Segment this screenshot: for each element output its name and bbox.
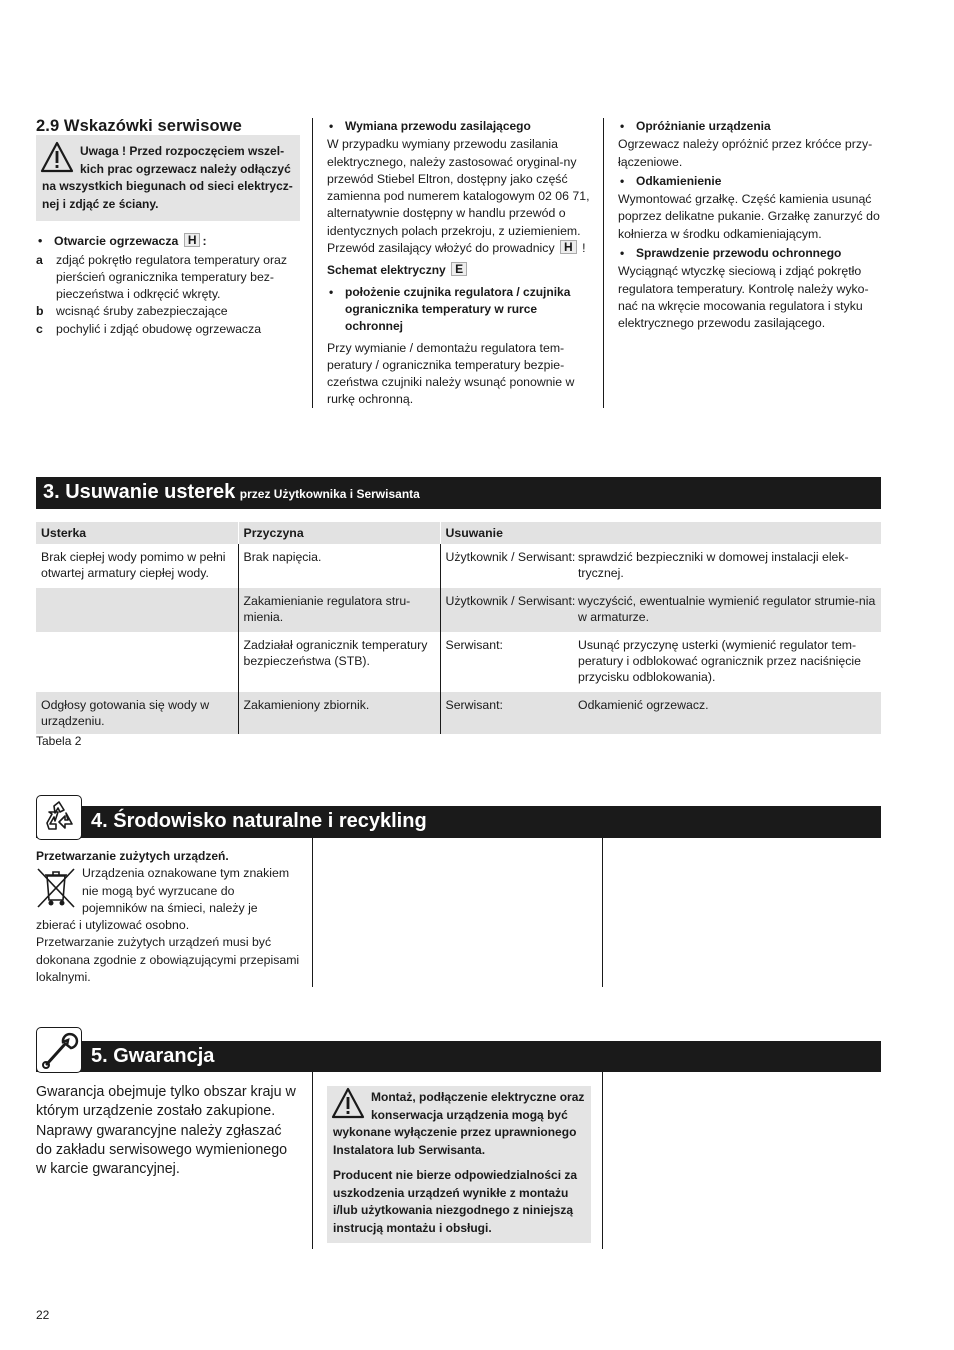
installation-warning-text-2: Producent nie bierze odpowiedzialności za uszkodzenia urządzeń wynikłe z montażu i/lub użytkowania niezgodnego z niniejszą instrucją montażu i obsługi. bbox=[333, 1168, 578, 1235]
section-3-title-bar bbox=[36, 477, 881, 509]
section-3-subtitle: przez Użytkownika i Serwisanta bbox=[239, 487, 420, 501]
header-usuwanie: Usuwanie bbox=[440, 522, 881, 544]
cable-text-end: ! bbox=[582, 241, 586, 256]
section-2-9-col2 bbox=[327, 118, 592, 409]
recycling-subtitle: Przetwarzanie zużytych urządzeń. bbox=[36, 849, 229, 863]
step-c bbox=[36, 321, 300, 338]
open-heater-title bbox=[36, 233, 300, 250]
cell-przyczyna: Brak napięcia. bbox=[238, 544, 440, 588]
step-key: b bbox=[36, 304, 44, 319]
descale-title: • Odkamienienie bbox=[618, 173, 880, 190]
column-divider bbox=[312, 1072, 313, 1249]
section-3-title-text: 3. Usuwanie usterek bbox=[43, 481, 236, 503]
step-text: pochylić i zdjąć obudowę ogrzewacza bbox=[56, 321, 262, 336]
cell-co: sprawdzić bezpieczniki w domowej instalacji elek-trycznej. bbox=[578, 550, 849, 580]
installation-warning-text-1: Montaż, podłączenie elektryczne oraz konserwacja urządzenia mogą być wykonane wyłączenie przez uprawnionego Instalatora lub Serwisanta. bbox=[333, 1090, 585, 1157]
cell-usterka bbox=[36, 588, 238, 632]
column-divider bbox=[602, 838, 603, 987]
recycling-text-2: zbierać i utylizować osobno. bbox=[36, 918, 190, 933]
section-5-title-bar bbox=[36, 1041, 881, 1072]
installation-warning-box bbox=[327, 1086, 591, 1243]
section-2-9-heading: 2.9 Wskazówki serwisowe bbox=[36, 117, 242, 135]
cable-text bbox=[327, 136, 592, 257]
schema-title bbox=[327, 262, 592, 279]
cell-kto: Serwisant: bbox=[440, 692, 576, 734]
cell-przyczyna: Zakamienianie regulatora stru-mienia. bbox=[238, 588, 440, 632]
recycling-icon bbox=[36, 795, 82, 840]
table-header-row bbox=[36, 522, 881, 544]
cell-co: Usunąć przyczynę usterki (wymienić regulator tem-peratury i odblokować ogranicznik przez naciśnięcie przycisku odblokowania). bbox=[578, 638, 861, 684]
cell-przyczyna: Zakamieniony zbiornik. bbox=[238, 692, 440, 734]
cell-co: wyczyścić, ewentualnie wymienić regulator strumie-nia w armaturze. bbox=[576, 588, 881, 632]
key-h-badge: H bbox=[560, 240, 577, 254]
table-caption: Tabela 2 bbox=[36, 734, 82, 748]
warning-text: Uwaga ! Przed rozpoczęciem wszel-kich prac ogrzewacz należy odłączyć na wszystkich biegunach od sieci elektrycz-nej i zdjąć ze ściany. bbox=[42, 144, 293, 211]
table-row bbox=[36, 544, 881, 588]
step-b bbox=[36, 303, 300, 320]
cell-przyczyna: Zadziałał ogranicznik temperatury bezpieczeństwa (STB). bbox=[238, 632, 440, 692]
step-a bbox=[36, 252, 300, 304]
recycling-text-3: Przetwarzanie zużytych urządzeń musi być dokonana zgodnie z obowiązującymi przepisami lokalnymi. bbox=[36, 935, 300, 985]
key-h-badge: H bbox=[184, 233, 201, 247]
cell-co: Odkamienić ogrzewacz. bbox=[576, 692, 881, 734]
table-row bbox=[36, 692, 881, 734]
key-e-badge: E bbox=[451, 262, 467, 276]
cell-kto: Użytkownik / Serwisant: bbox=[440, 588, 576, 632]
cell-kto: Serwisant: bbox=[445, 638, 503, 652]
step-text: zdjąć pokrętło regulatora temperatury oraz pierścień ogranicznika temperatury bez-pieczeństwa i odkręcić wkręty. bbox=[56, 252, 288, 302]
colon: : bbox=[202, 234, 207, 249]
cable-text-body: W przypadku wymiany przewodu zasilania elektrycznego, należy zastosować oryginal-ny przewód Stiebel Eltron, dostępny jako część zamienna pod numerem katalogowym 02 06 71, alternatywnie dostępny w handlu przewód o identycznych polach przekroju, z uziemieniem. Przewód zasilający włożyć do prowadnicy bbox=[327, 137, 590, 256]
empty-text: Ogrzewacz należy opróżnić przez króćce przy-łączeniowe. bbox=[618, 137, 873, 169]
warning-box bbox=[36, 135, 300, 221]
section-5-title: 5. Gwarancja bbox=[91, 1045, 215, 1067]
column-divider bbox=[312, 118, 313, 408]
section-4-col1 bbox=[36, 848, 301, 986]
cell-usterka: Odgłosy gotowania się wody w urządzeniu. bbox=[36, 692, 238, 734]
header-usterka: Usterka bbox=[36, 522, 238, 544]
table-row bbox=[36, 588, 881, 632]
cell-usterka: Brak ciepłej wody pomimo w pełni otwartej armatury ciepłej wody. bbox=[36, 544, 238, 588]
wrench-icon bbox=[36, 1027, 82, 1073]
troubleshooting-table bbox=[36, 522, 881, 734]
table-row bbox=[36, 632, 881, 692]
column-divider bbox=[603, 118, 604, 408]
header-przyczyna: Przyczyna bbox=[238, 522, 440, 544]
open-heater-title-text: Otwarcie ogrzewacza bbox=[54, 234, 179, 249]
page-number: 22 bbox=[36, 1308, 50, 1322]
cable-title: • Wymiana przewodu zasilającego bbox=[327, 118, 592, 135]
recycling-text-1: Urządzenia oznakowane tym znakiem nie mogą być wyrzucane do pojemników na śmieci, należy je bbox=[82, 866, 290, 915]
sensor-text: Przy wymianie / demontażu regulatora tem-peratury / ogranicznika temperatury bezpie-czeństwa czujniki należy wsunąć ponownie w rurkę ochronną. bbox=[327, 340, 575, 407]
cell-kto: Użytkownik / Serwisant: bbox=[445, 550, 576, 564]
step-key: a bbox=[36, 252, 43, 267]
section-2-9-col3 bbox=[618, 118, 880, 333]
column-divider bbox=[602, 1072, 603, 1249]
check-title: • Sprawdzenie przewodu ochronnego bbox=[618, 245, 880, 262]
section-4-title-bar bbox=[36, 806, 881, 838]
descale-text: Wymontować grzałkę. Część kamienia usunąć poprzez delikatne pukanie. Grzałkę zanurzyć do kołnierza w środku odkamieniającym. bbox=[618, 192, 880, 241]
warning-icon bbox=[40, 141, 74, 173]
empty-title: • Opróżnianie urządzenia bbox=[618, 118, 880, 135]
step-key: c bbox=[36, 321, 43, 336]
step-text: wcisnąć śruby zabezpieczające bbox=[56, 304, 228, 319]
check-text: Wyciągnąć wtyczkę sieciową i zdjąć pokrętło regulatora temperatury. Kontrolę należy wyko-nać na wkręcie mocowania regulatora i styku elektrycznego przewodu zasilającego. bbox=[618, 264, 869, 331]
sensor-title: • położenie czujnika regulatora / czujnika ogranicznika temperatury w rurce ochronnej bbox=[327, 284, 592, 336]
warranty-text: Gwarancja obejmuje tylko obszar kraju w którym urządzenie zostało zakupione. Naprawy gwarancyjne należy zgłaszać do zakładu serwisowego wymienionego w karcie gwarancyjnej. bbox=[36, 1084, 296, 1178]
cell-usterka bbox=[36, 632, 238, 692]
crossed-bin-icon bbox=[36, 867, 76, 909]
column-divider bbox=[312, 838, 313, 987]
warning-icon bbox=[331, 1087, 365, 1119]
schema-title-text: Schemat elektryczny bbox=[327, 263, 446, 278]
section-4-title: 4. Środowisko naturalne i recykling bbox=[91, 810, 427, 832]
section-3-title bbox=[43, 481, 420, 504]
section-2-9-col1 bbox=[36, 118, 300, 338]
